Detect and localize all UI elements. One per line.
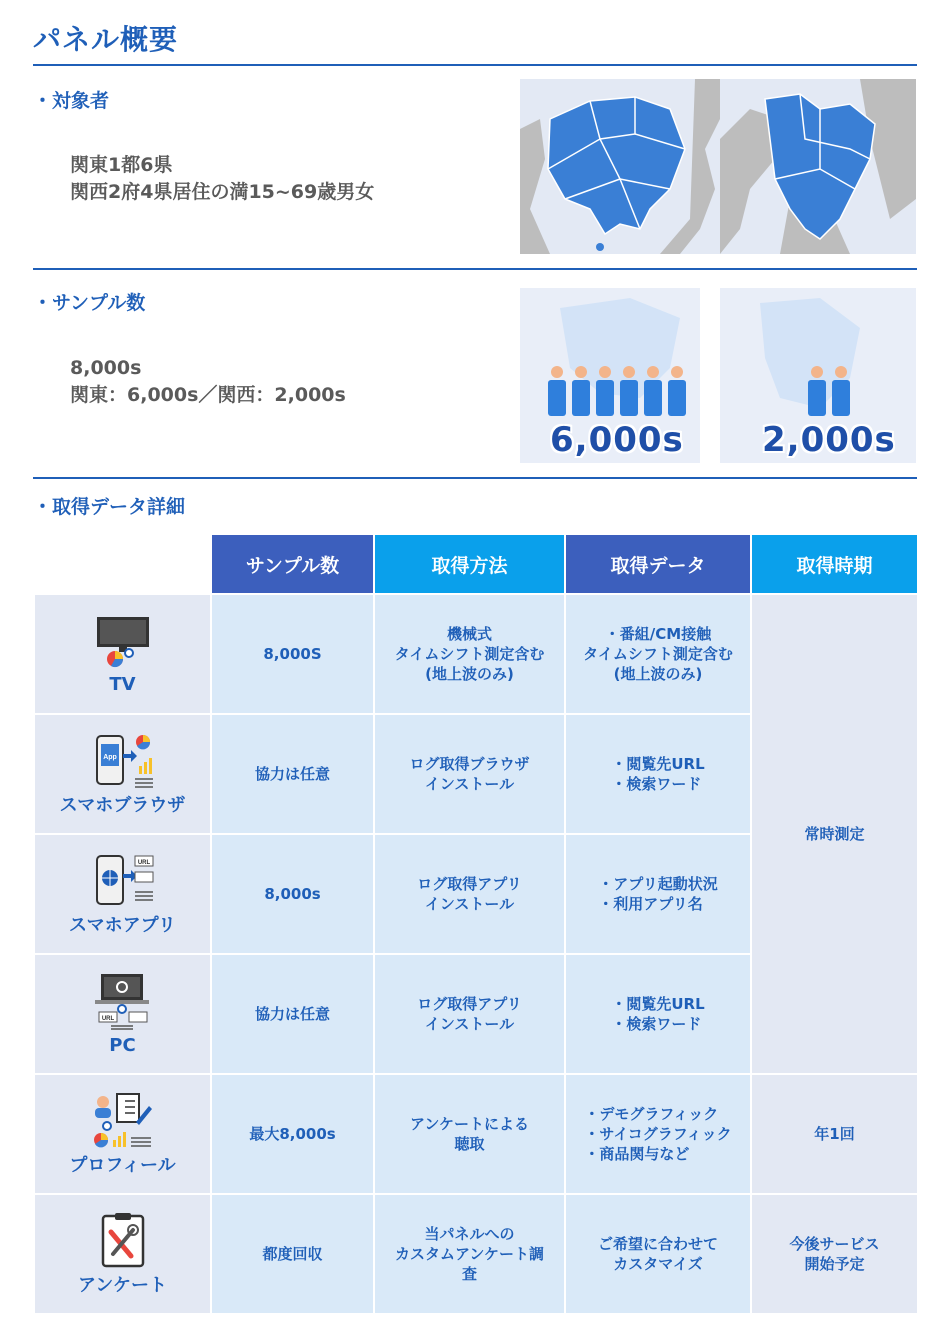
sample-cell: 都度回収 (212, 1195, 373, 1313)
page-title: パネル概要 (33, 23, 179, 56)
timing-cell-future (752, 1195, 917, 1313)
device-cell-smartphone-app (35, 835, 210, 953)
data-line: (地上波のみ) (613, 665, 703, 683)
method-line: インストール (424, 895, 515, 913)
method-line: インストール (424, 1015, 515, 1033)
sample-cell: 8,000s (212, 835, 373, 953)
method-line: ログ取得アプリ (417, 995, 522, 1013)
sample-cell: 最大8,000s (212, 1075, 373, 1193)
timing-line: 開始予定 (804, 1255, 865, 1273)
device-name: スマホアプリ (69, 915, 176, 936)
data-detail-table (33, 533, 919, 1315)
sample-line: 8,000s (70, 357, 142, 379)
device-name: PC (109, 1035, 136, 1056)
data-line: カスタマイズ (613, 1255, 703, 1273)
method-cell (375, 715, 564, 833)
header-timing: 取得時期 (752, 535, 917, 593)
method-line: 機械式 (446, 625, 492, 643)
target-description (70, 152, 374, 206)
table-row (35, 1195, 917, 1313)
data-heading: ・取得データ詳細 (33, 496, 186, 518)
target-heading: ・対象者 (33, 90, 110, 112)
device-name: TV (109, 674, 136, 695)
method-cell (375, 1195, 564, 1313)
table-header-row (35, 535, 917, 593)
sample-heading: ・サンプル数 (33, 292, 146, 314)
method-line: アンケートによる (409, 1115, 530, 1133)
svg-text:URL: URL (137, 860, 150, 866)
header-data: 取得データ (566, 535, 750, 593)
data-line: ・利用アプリ名 (598, 895, 703, 913)
sample-line: 関東：6,000s／関西：2,000s (70, 384, 346, 406)
timing-line: 今後サービス (789, 1235, 880, 1253)
header-sample: サンプル数 (212, 535, 373, 593)
timing-cell-constant: 常時測定 (752, 595, 917, 1073)
data-line: ・閲覧先URL (611, 995, 705, 1013)
kansai-count: 2,000s (762, 420, 896, 460)
sample-cell: 協力は任意 (212, 955, 373, 1073)
kanto-kansai-map (520, 79, 916, 254)
data-line: ・アプリ起動状況 (598, 875, 718, 893)
pc-icon (91, 972, 155, 1030)
method-line: ログ取得ブラウザ (409, 755, 530, 773)
data-cell (566, 1075, 750, 1193)
method-cell (375, 1075, 564, 1193)
data-cell (566, 955, 750, 1073)
data-line: ・検索ワード (611, 1015, 702, 1033)
svg-text:App: App (102, 754, 117, 761)
method-line: 査 (461, 1265, 477, 1283)
method-cell (375, 835, 564, 953)
device-cell-smartphone-browser (35, 715, 210, 833)
data-line: ・商品関与など (584, 1145, 690, 1163)
sample-description (70, 355, 346, 409)
method-line: 当パネルへの (424, 1225, 515, 1243)
device-name: アンケート (78, 1275, 167, 1296)
data-cell (566, 595, 750, 713)
device-cell-profile (35, 1075, 210, 1193)
device-cell-pc (35, 955, 210, 1073)
region-map (520, 79, 916, 254)
data-cell (566, 835, 750, 953)
smartphone-app-icon (91, 852, 155, 910)
section-divider (33, 268, 917, 270)
data-line: ・閲覧先URL (611, 755, 705, 773)
tv-icon (91, 613, 155, 669)
svg-text:URL: URL (101, 1016, 114, 1022)
method-line: カスタムアンケート調 (394, 1245, 545, 1263)
target-line: 関東1都6県 (70, 154, 173, 176)
data-line: ・検索ワード (611, 775, 702, 793)
section-divider (33, 477, 917, 479)
sample-visual (520, 288, 916, 463)
device-name: スマホブラウザ (59, 795, 186, 816)
header-method: 取得方法 (375, 535, 564, 593)
smartphone-browser-icon (91, 732, 155, 790)
method-cell (375, 955, 564, 1073)
timing-cell-yearly: 年1回 (752, 1075, 917, 1193)
kanto-count: 6,000s (550, 420, 684, 460)
data-line: ・番組/CM接触 (604, 625, 712, 643)
device-cell-survey (35, 1195, 210, 1313)
method-line: ログ取得アプリ (417, 875, 522, 893)
target-line: 関西2府4県居住の満15~69歳男女 (70, 181, 375, 203)
table-row (35, 595, 917, 713)
data-line: ご希望に合わせて (597, 1235, 718, 1253)
method-line: タイムシフト測定含む (394, 645, 545, 663)
data-line: ・サイコグラフィック (584, 1125, 732, 1143)
method-cell (375, 595, 564, 713)
title-divider (33, 64, 917, 66)
device-name: プロフィール (69, 1155, 176, 1176)
data-line: ・デモグラフィック (584, 1105, 719, 1123)
data-cell (566, 1195, 750, 1313)
data-cell (566, 715, 750, 833)
sample-cell: 8,000S (212, 595, 373, 713)
profile-icon (91, 1092, 155, 1150)
method-line: インストール (424, 775, 515, 793)
header-blank (35, 535, 210, 593)
device-cell-tv (35, 595, 210, 713)
survey-icon (91, 1212, 155, 1270)
data-line: タイムシフト測定含む (583, 645, 733, 663)
sample-cell: 協力は任意 (212, 715, 373, 833)
table-row (35, 1075, 917, 1193)
method-line: 聴取 (454, 1135, 485, 1153)
method-line: (地上波のみ) (425, 665, 514, 683)
